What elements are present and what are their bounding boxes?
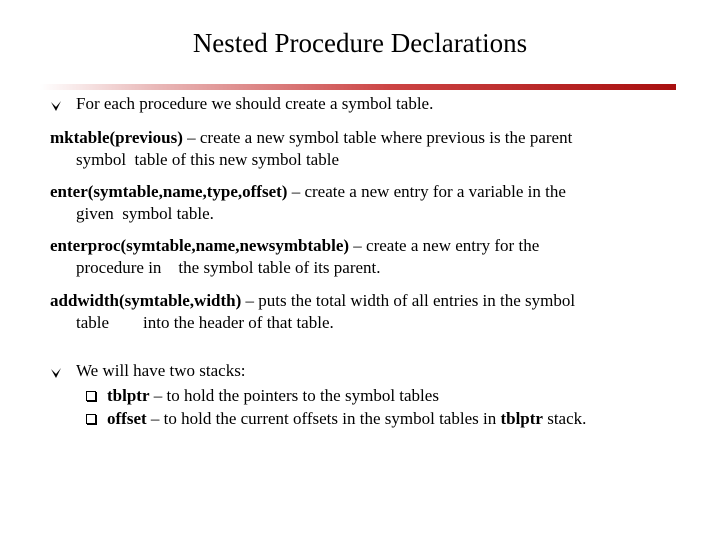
definition-keyword: mktable(previous) xyxy=(50,128,183,147)
square-bullet-icon xyxy=(86,391,96,401)
definition-continuation: given symbol table. xyxy=(76,204,214,223)
stack-keyword: offset xyxy=(107,409,147,428)
stack-keyword: tblptr xyxy=(107,386,150,405)
sub-bullet-tblptr xyxy=(107,384,439,407)
check-bullet-icon xyxy=(50,367,64,381)
definition-enter xyxy=(50,181,690,225)
definition-keyword: enterproc(symtable,name,newsymbtable) xyxy=(50,236,350,255)
definition-text: – puts the total width of all entries in the symbol xyxy=(241,291,576,310)
definition-continuation: symbol table of this new symbol table xyxy=(76,150,339,169)
definition-continuation: table into the header of that table. xyxy=(76,313,334,332)
definition-text: – create a new symbol table where previous is the parent xyxy=(182,128,573,147)
bullet-text: We will have two stacks: xyxy=(76,361,246,380)
definition-mktable xyxy=(50,127,690,171)
slide-title: Nested Procedure Declarations xyxy=(192,28,528,58)
stack-description: – to hold the current offsets in the symbol tables in xyxy=(146,409,501,428)
definition-enterproc xyxy=(50,235,690,279)
bullet-text: For each procedure we should create a symbol table. xyxy=(76,94,434,113)
stack-description-end: stack. xyxy=(542,409,587,428)
definition-text: – create a new entry for the xyxy=(349,236,540,255)
stack-description: – to hold the pointers to the symbol tables xyxy=(149,386,439,405)
sub-bullet-offset xyxy=(107,407,586,430)
definition-keyword: addwidth(symtable,width) xyxy=(50,291,242,310)
check-bullet-icon xyxy=(50,100,64,114)
definition-text: – create a new entry for a variable in the xyxy=(287,182,566,201)
definition-addwidth xyxy=(50,290,690,334)
stack-keyword-ref: tblptr xyxy=(500,409,543,428)
definition-continuation: procedure in the symbol table of its parent. xyxy=(76,258,381,277)
square-bullet-icon xyxy=(86,414,96,424)
definition-keyword: enter(symtable,name,type,offset) xyxy=(50,182,288,201)
